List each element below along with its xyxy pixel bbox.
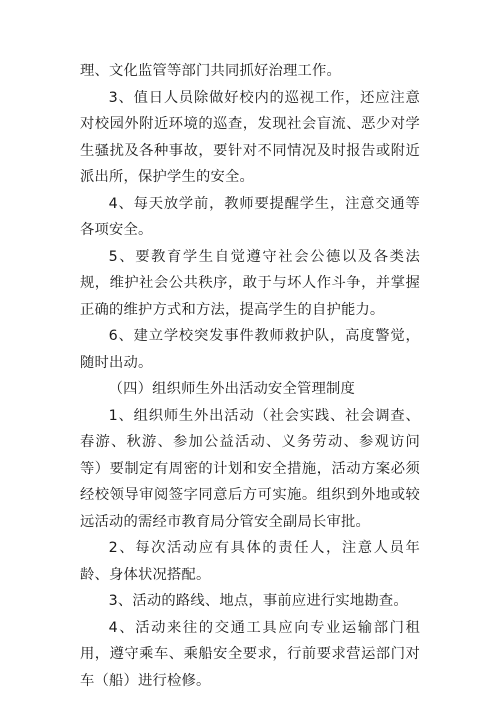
paragraph-outing-4: 4、活动来往的交通工具应向专业运输部门租用，遵守乘车、乘船安全要求，行前要求营运部门对车（船）进行检修。 bbox=[80, 619, 420, 689]
paragraph-outing-1: 1、组织师生外出活动（社会实践、社会调查、春游、秋游、参加公益活动、义务劳动、参观访问等）要制定有周密的计划和安全措施，活动方案必须经校领导审阅签字同意后方可实施。组织到外地或较远活动的需经市教育局分管安全副局长审批。 bbox=[80, 407, 420, 530]
paragraph-outing-2: 2、每次活动应有具体的责任人，注意人员年龄、身体状况搭配。 bbox=[80, 540, 420, 583]
paragraph-item-4: 4、每天放学前，教师要提醒学生，注意交通等各项安全。 bbox=[80, 195, 420, 238]
paragraph-item-3: 3、值日人员除做好校内的巡视工作，还应注意对校园外附近环境的巡查，发现社会盲流、恶少对学生骚扰及各种事故，要针对不同情况及时报告或附近派出所，保护学生的安全。 bbox=[80, 89, 420, 185]
paragraph-item-5: 5、要教育学生自觉遵守社会公德以及各类法规，维护社会公共秩序，敢于与坏人作斗争，并掌握正确的维护方式和方法，提高学生的自护能力。 bbox=[80, 248, 420, 318]
section-heading: （四）组织师生外出活动安全管理制度 bbox=[108, 381, 356, 397]
paragraph-item-6: 6、建立学校突发事件教师救护队，高度警觉，随时出动。 bbox=[80, 328, 420, 371]
document-body bbox=[80, 58, 420, 694]
paragraph-outing-3: 3、活动的路线、地点，事前应进行实地勘查。 bbox=[108, 593, 408, 609]
paragraph-continued: 理、文化监管等部门共同抓好治理工作。 bbox=[80, 63, 341, 79]
